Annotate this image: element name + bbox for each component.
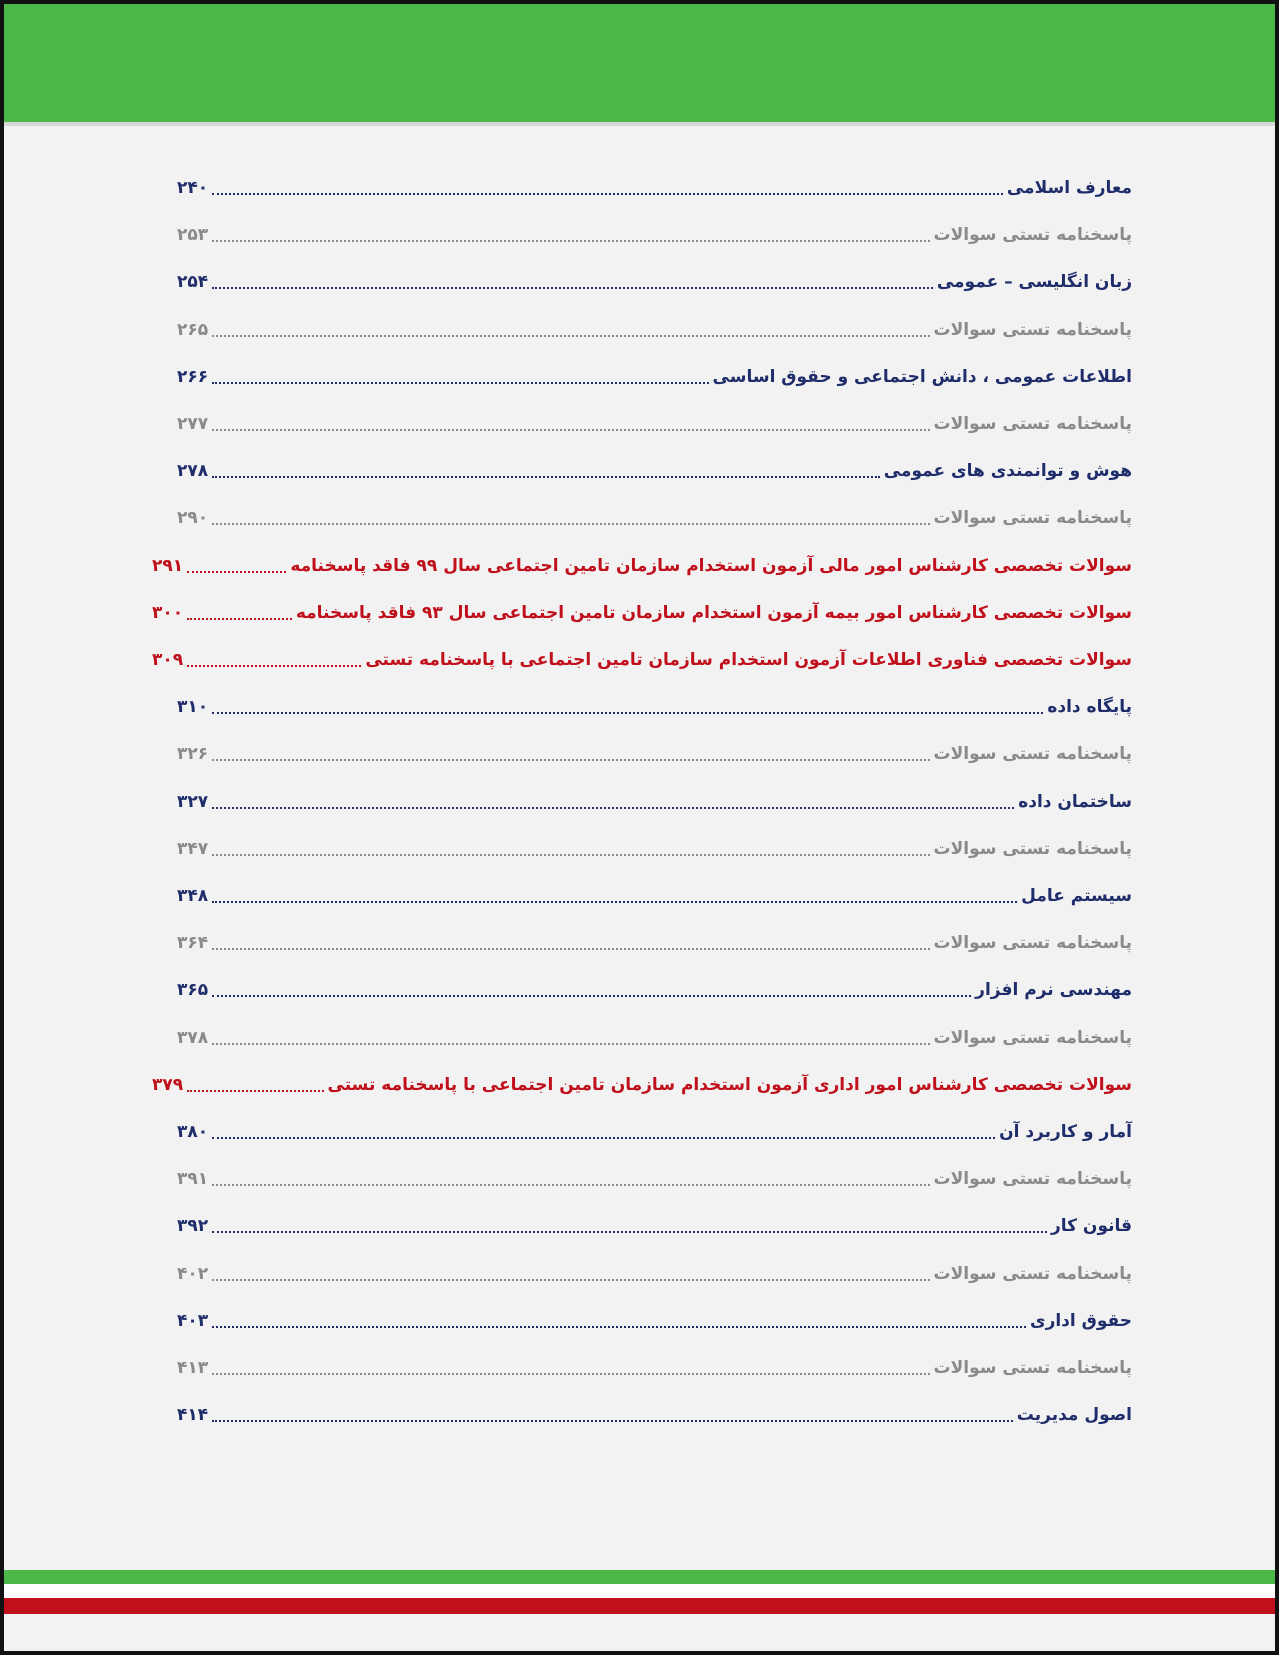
toc-entry-sub <box>177 404 1132 444</box>
toc-entry-title: ساختمان داده <box>1018 791 1132 812</box>
toc-page-number: ۳۲۷ <box>177 791 209 812</box>
toc-entry-sub <box>177 923 1132 963</box>
dot-leader <box>212 240 929 242</box>
dot-leader <box>212 1043 929 1045</box>
dot-leader <box>212 948 929 950</box>
dot-leader <box>212 901 1017 903</box>
toc-entry-title: پاسخنامه تستی سوالات <box>933 1358 1132 1378</box>
footer-white-stripe <box>4 1584 1275 1598</box>
toc-page-number: ۳۸۰ <box>177 1122 209 1142</box>
toc-page-number: ۴۰۳ <box>177 1310 209 1331</box>
toc-entry-main <box>177 357 1132 397</box>
toc-entry-title: پایگاه داده <box>1047 697 1132 718</box>
toc-entry-title: پاسخنامه تستی سوالات <box>933 414 1132 434</box>
dot-leader <box>187 618 292 620</box>
toc-page-number: ۲۵۳ <box>177 225 209 246</box>
dot-leader <box>212 1420 1013 1422</box>
toc-entry-sub <box>177 215 1132 255</box>
toc-page-number: ۳۲۶ <box>177 744 209 765</box>
dot-leader <box>187 1090 323 1092</box>
toc-page-number: ۳۶۵ <box>177 980 209 1001</box>
toc-entry-title: مهندسی نرم افزار <box>975 980 1132 1001</box>
toc-entry-sub <box>177 310 1132 350</box>
toc-entry-main <box>177 687 1132 727</box>
toc-entry-title: آمار و کاربرد آن <box>999 1122 1132 1142</box>
toc-entry-title: سوالات تخصصی کارشناس امور اداری آزمون استخدام سازمان تامین اجتماعی با پاسخنامه تستی <box>327 1074 1132 1095</box>
toc-page-number: ۳۰۹ <box>152 650 184 670</box>
toc-entry-main <box>177 1301 1132 1341</box>
toc-entry-title: سوالات تخصصی کارشناس امور بیمه آزمون استخدام سازمان تامین اجتماعی سال ۹۳ فاقد پاسخنامه <box>295 602 1132 623</box>
toc-entry-main <box>177 1206 1132 1246</box>
dot-leader <box>212 807 1014 809</box>
toc-entry-sub <box>177 1159 1132 1199</box>
dot-leader <box>212 1326 1026 1328</box>
toc-page-number: ۳۰۰ <box>152 602 184 623</box>
toc-entry-title: پاسخنامه تستی سوالات <box>933 1263 1132 1284</box>
toc-entry-title: پاسخنامه تستی سوالات <box>933 508 1132 529</box>
toc-page-number: ۲۶۵ <box>177 319 209 340</box>
toc-page-number: ۳۷۹ <box>152 1074 184 1095</box>
toc-entry-section <box>152 1065 1132 1105</box>
toc-entry-sub <box>177 829 1132 869</box>
toc-page-number: ۴۰۲ <box>177 1263 209 1284</box>
dot-leader <box>212 193 1003 195</box>
dot-leader <box>212 995 971 997</box>
toc-entry-sub <box>177 734 1132 774</box>
toc-entry-main <box>177 168 1132 208</box>
toc-entry-sub <box>177 1254 1132 1294</box>
dot-leader <box>187 571 286 573</box>
toc-entry-section <box>152 593 1132 633</box>
toc-entry-main <box>177 1112 1132 1152</box>
toc-page-number: ۴۱۳ <box>177 1358 209 1378</box>
toc-entry-sub <box>177 1018 1132 1058</box>
dot-leader <box>212 429 929 431</box>
toc-entry-title: اصول مدیریت <box>1016 1405 1132 1426</box>
toc-entry-title: پاسخنامه تستی سوالات <box>933 225 1132 246</box>
toc-page-number: ۳۴۷ <box>177 838 209 859</box>
toc-entry-main <box>177 782 1132 822</box>
toc-entry-sub <box>177 1348 1132 1388</box>
toc-entry-title: پاسخنامه تستی سوالات <box>933 744 1132 765</box>
toc-entry-title: سوالات تخصصی کارشناس امور مالی آزمون استخدام سازمان تامین اجتماعی سال ۹۹ فاقد پاسخنامه <box>290 555 1132 576</box>
toc-entry-section <box>152 640 1132 680</box>
dot-leader <box>212 1231 1047 1233</box>
dot-leader <box>212 1137 995 1139</box>
toc-entry-title: زبان انگلیسی – عمومی <box>936 272 1132 293</box>
toc-entry-main <box>177 451 1132 491</box>
toc-entry-title: پاسخنامه تستی سوالات <box>933 1169 1132 1190</box>
toc-page-number: ۳۶۴ <box>177 933 209 954</box>
dot-leader <box>212 854 929 856</box>
toc-page-number: ۲۹۰ <box>177 508 209 529</box>
toc-entry-title: پاسخنامه تستی سوالات <box>933 838 1132 859</box>
dot-leader <box>212 1184 929 1186</box>
toc-entry-title: پاسخنامه تستی سوالات <box>933 933 1132 954</box>
dot-leader <box>212 523 929 525</box>
dot-leader <box>212 382 708 384</box>
toc-entry-title: پاسخنامه تستی سوالات <box>933 1027 1132 1048</box>
toc-entry-title: سوالات تخصصی فناوری اطلاعات آزمون استخدام سازمان تامین اجتماعی با پاسخنامه تستی <box>365 650 1132 670</box>
toc-entry-title: اطلاعات عمومی ، دانش اجتماعی و حقوق اساسی <box>712 366 1132 387</box>
toc-page-number: ۲۶۶ <box>177 366 209 387</box>
toc-page-number: ۴۱۴ <box>177 1405 209 1426</box>
toc-page-number: ۲۷۸ <box>177 461 209 482</box>
toc-entry-title: قانون کار <box>1050 1216 1132 1237</box>
toc-entry-title: سیستم عامل <box>1021 886 1132 906</box>
toc-entry-main <box>177 262 1132 302</box>
toc-page-number: ۳۱۰ <box>177 697 209 718</box>
toc-entry-main <box>177 1395 1132 1435</box>
toc-page-number: ۳۹۱ <box>177 1169 209 1190</box>
toc-page-number: ۲۵۴ <box>177 272 209 293</box>
dot-leader <box>212 712 1043 714</box>
toc-page-number: ۳۴۸ <box>177 886 209 906</box>
dot-leader <box>212 1279 929 1281</box>
toc-entry-title: حقوق اداری <box>1029 1310 1132 1331</box>
toc-entry-title: هوش و توانمندی های عمومی <box>883 461 1132 482</box>
toc-entry-title: پاسخنامه تستی سوالات <box>933 319 1132 340</box>
header-green-band <box>4 4 1275 126</box>
toc-page-number: ۲۴۰ <box>177 178 209 198</box>
dot-leader <box>212 476 880 478</box>
toc-entry-main <box>177 970 1132 1010</box>
toc-entry-title: معارف اسلامی <box>1006 178 1132 198</box>
toc-page-number: ۳۷۸ <box>177 1027 209 1048</box>
toc-entry-sub <box>177 498 1132 538</box>
toc-entry-main <box>177 876 1132 916</box>
footer-red-stripe <box>4 1598 1275 1614</box>
dot-leader <box>187 665 361 667</box>
toc-page-number: ۳۹۲ <box>177 1216 209 1237</box>
toc-page-number: ۲۹۱ <box>152 555 184 576</box>
toc-page-number: ۲۷۷ <box>177 414 209 434</box>
toc-entry-section <box>152 546 1132 586</box>
dot-leader <box>212 335 929 337</box>
footer-green-stripe <box>4 1570 1275 1584</box>
dot-leader <box>212 287 933 289</box>
dot-leader <box>212 759 929 761</box>
dot-leader <box>212 1373 929 1375</box>
